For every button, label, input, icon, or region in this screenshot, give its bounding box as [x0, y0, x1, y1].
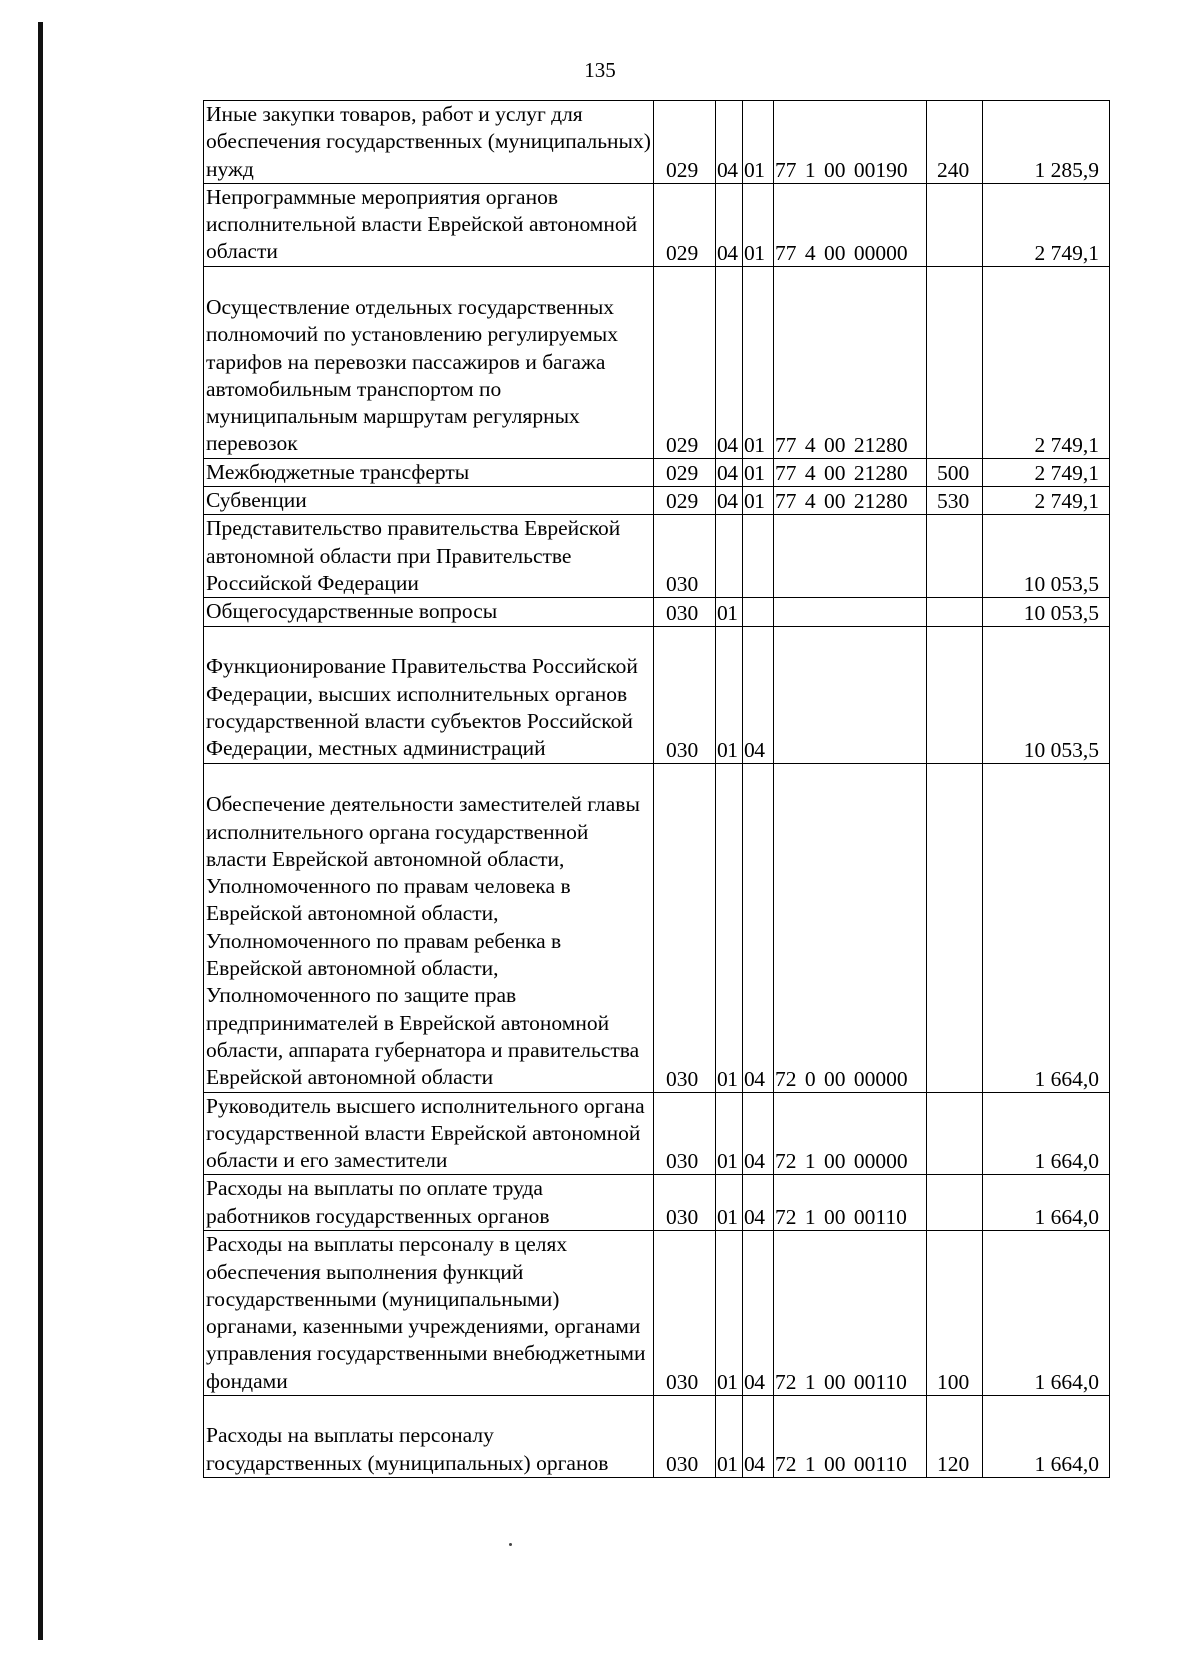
target-article-cell: 77 4 00 21280 — [774, 458, 927, 486]
row-name-cell: Иные закупки товаров, работ и услуг для обеспечения государственных (муниципальных) нужд — [204, 101, 654, 184]
section-code-cell — [716, 515, 743, 598]
section-code-cell: 01 — [716, 1231, 743, 1396]
section-code-cell: 01 — [716, 763, 743, 1092]
ved-code-cell: 030 — [654, 626, 716, 763]
subsection-code-cell: 04 — [743, 1092, 774, 1175]
table-row — [204, 487, 1110, 515]
target-article-cell — [774, 598, 927, 626]
table-row — [204, 598, 1110, 626]
row-name-cell: Руководитель высшего исполнительного органа государственной власти Еврейской автономной области и его заместители — [204, 1092, 654, 1175]
expense-type-cell: 500 — [927, 458, 983, 486]
section-code-cell: 01 — [716, 1396, 743, 1478]
table-row — [204, 626, 1110, 763]
expense-type-cell — [927, 598, 983, 626]
table-row — [204, 515, 1110, 598]
subsection-code-cell: 04 — [743, 1175, 774, 1231]
expense-type-cell: 100 — [927, 1231, 983, 1396]
scan-artifact-dot — [509, 1543, 512, 1546]
section-code-cell: 04 — [716, 458, 743, 486]
table-row — [204, 1396, 1110, 1478]
row-name-cell: Расходы на выплаты по оплате труда работников государственных органов — [204, 1175, 654, 1231]
ved-code-cell: 029 — [654, 183, 716, 266]
target-article-cell: 72 1 00 00110 — [774, 1396, 927, 1478]
subsection-code-cell: 01 — [743, 101, 774, 184]
amount-cell: 1 664,0 — [983, 1092, 1110, 1175]
target-article-cell: 77 1 00 00190 — [774, 101, 927, 184]
subsection-code-cell: 04 — [743, 626, 774, 763]
amount-cell: 1 664,0 — [983, 763, 1110, 1092]
amount-cell: 2 749,1 — [983, 266, 1110, 458]
amount-cell: 1 664,0 — [983, 1231, 1110, 1396]
subsection-code-cell — [743, 598, 774, 626]
subsection-code-cell: 01 — [743, 487, 774, 515]
table-row — [204, 1175, 1110, 1231]
ved-code-cell: 030 — [654, 1396, 716, 1478]
subsection-code-cell: 01 — [743, 183, 774, 266]
budget-table — [203, 100, 1110, 1478]
page-number: 135 — [584, 58, 616, 82]
subsection-code-cell: 01 — [743, 458, 774, 486]
row-name-cell: Представительство правительства Еврейской автономной области при Правительстве Российской Федерации — [204, 515, 654, 598]
target-article-cell — [774, 626, 927, 763]
expense-type-cell — [927, 515, 983, 598]
target-article-cell: 72 1 00 00110 — [774, 1231, 927, 1396]
amount-cell: 1 664,0 — [983, 1175, 1110, 1231]
row-name-cell: Межбюджетные трансферты — [204, 458, 654, 486]
expense-type-cell — [927, 763, 983, 1092]
ved-code-cell: 030 — [654, 1175, 716, 1231]
amount-cell: 10 053,5 — [983, 515, 1110, 598]
row-name-cell: Функционирование Правительства Российской Федерации, высших исполнительных органов государственной власти субъектов Российской Федерации, местных администраций — [204, 626, 654, 763]
target-article-cell: 77 4 00 00000 — [774, 183, 927, 266]
target-article-cell: 77 4 00 21280 — [774, 487, 927, 515]
amount-cell: 10 053,5 — [983, 598, 1110, 626]
section-code-cell: 04 — [716, 487, 743, 515]
table-row — [204, 183, 1110, 266]
section-code-cell: 04 — [716, 101, 743, 184]
ved-code-cell: 030 — [654, 598, 716, 626]
amount-cell: 2 749,1 — [983, 458, 1110, 486]
expense-type-cell: 240 — [927, 101, 983, 184]
amount-cell: 1 285,9 — [983, 101, 1110, 184]
section-code-cell: 04 — [716, 266, 743, 458]
row-name-cell: Общегосударственные вопросы — [204, 598, 654, 626]
table-row — [204, 1231, 1110, 1396]
row-name-cell: Обеспечение деятельности заместителей главы исполнительного органа государственной власти Еврейской автономной области, Уполномоченного по правам человека в Еврейской автономной области, Уполномоченного по правам ребенка в Еврейской автономной области, Уполномоченного по защите прав предпринимателей в Еврейской автономной области, аппарата губернатора и правительства Еврейской автономной области — [204, 763, 654, 1092]
subsection-code-cell — [743, 515, 774, 598]
subsection-code-cell: 04 — [743, 1396, 774, 1478]
target-article-cell: 72 1 00 00000 — [774, 1092, 927, 1175]
target-article-cell: 77 4 00 21280 — [774, 266, 927, 458]
section-code-cell: 01 — [716, 598, 743, 626]
target-article-cell — [774, 515, 927, 598]
row-name-cell: Расходы на выплаты персоналу государственных (муниципальных) органов — [204, 1396, 654, 1478]
expense-type-cell — [927, 266, 983, 458]
target-article-cell: 72 1 00 00110 — [774, 1175, 927, 1231]
row-name-cell: Непрограммные мероприятия органов исполнительной власти Еврейской автономной области — [204, 183, 654, 266]
table-row — [204, 101, 1110, 184]
budget-table-body — [204, 101, 1110, 1478]
expense-type-cell: 120 — [927, 1396, 983, 1478]
section-code-cell: 01 — [716, 1092, 743, 1175]
row-name-cell: Осуществление отдельных государственных полномочий по установлению регулируемых тарифов на перевозки пассажиров и багажа автомобильным транспортом по муниципальным маршрутам регулярных перевозок — [204, 266, 654, 458]
table-row — [204, 1092, 1110, 1175]
expense-type-cell — [927, 1092, 983, 1175]
amount-cell: 1 664,0 — [983, 1396, 1110, 1478]
ved-code-cell: 030 — [654, 1092, 716, 1175]
row-name-cell: Расходы на выплаты персоналу в целях обеспечения выполнения функций государственными (муниципальными) органами, казенными учреждениями, органами управления государственными внебюджетными фондами — [204, 1231, 654, 1396]
amount-cell: 2 749,1 — [983, 183, 1110, 266]
table-row — [204, 763, 1110, 1092]
ved-code-cell: 029 — [654, 487, 716, 515]
table-row — [204, 266, 1110, 458]
subsection-code-cell: 04 — [743, 1231, 774, 1396]
binding-edge-line — [38, 22, 43, 1640]
section-code-cell: 01 — [716, 1175, 743, 1231]
expense-type-cell — [927, 1175, 983, 1231]
expense-type-cell: 530 — [927, 487, 983, 515]
expense-type-cell — [927, 626, 983, 763]
ved-code-cell: 030 — [654, 763, 716, 1092]
ved-code-cell: 030 — [654, 1231, 716, 1396]
table-row — [204, 458, 1110, 486]
subsection-code-cell: 01 — [743, 266, 774, 458]
amount-cell: 2 749,1 — [983, 487, 1110, 515]
ved-code-cell: 030 — [654, 515, 716, 598]
ved-code-cell: 029 — [654, 458, 716, 486]
section-code-cell: 01 — [716, 626, 743, 763]
section-code-cell: 04 — [716, 183, 743, 266]
subsection-code-cell: 04 — [743, 763, 774, 1092]
ved-code-cell: 029 — [654, 266, 716, 458]
row-name-cell: Субвенции — [204, 487, 654, 515]
expense-type-cell — [927, 183, 983, 266]
target-article-cell: 72 0 00 00000 — [774, 763, 927, 1092]
ved-code-cell: 029 — [654, 101, 716, 184]
amount-cell: 10 053,5 — [983, 626, 1110, 763]
